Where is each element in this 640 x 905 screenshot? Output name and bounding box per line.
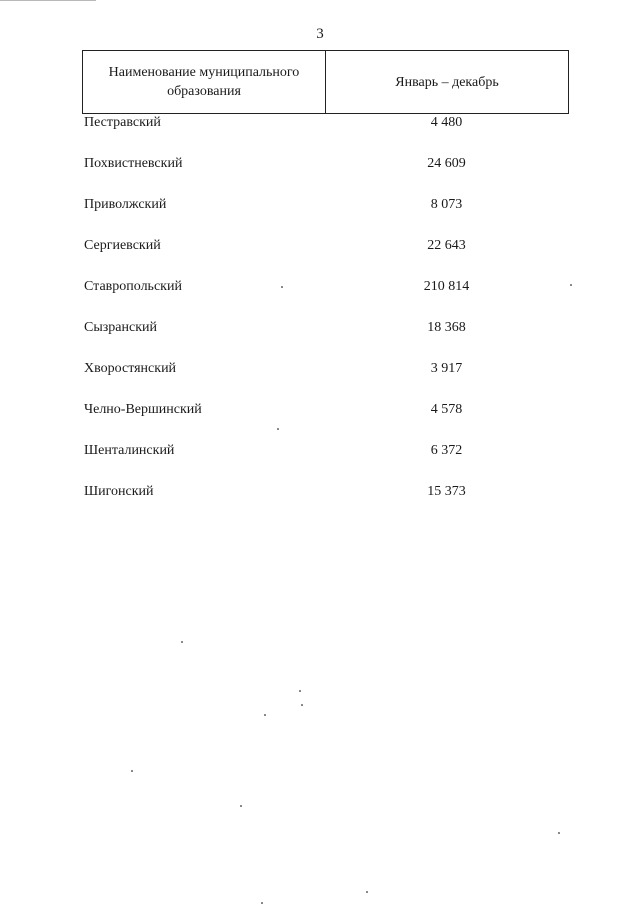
table-row	[82, 196, 569, 237]
municipality-name: Сызранский	[84, 320, 157, 335]
municipality-name: Приволжский	[84, 197, 167, 212]
column-header-municipality: Наименование муниципального образования	[83, 51, 326, 113]
scan-speck	[299, 690, 301, 692]
table-row	[82, 483, 569, 524]
table-row	[82, 319, 569, 360]
period-value: 3 917	[430, 361, 463, 376]
scan-speck	[261, 902, 263, 904]
municipality-name: Сергиевский	[84, 238, 161, 253]
scan-speck	[366, 891, 368, 893]
scan-speck	[264, 714, 266, 716]
table-header	[82, 50, 569, 114]
period-value: 22 643	[427, 238, 466, 253]
scan-speck	[301, 704, 303, 706]
period-value: 24 609	[427, 156, 466, 171]
table-row	[82, 360, 569, 401]
table-row	[82, 401, 569, 442]
period-value: 6 372	[430, 443, 463, 458]
scan-speck	[277, 428, 279, 430]
period-value: 8 073	[430, 197, 463, 212]
scan-edge-line	[0, 0, 96, 1]
scan-speck	[131, 770, 133, 772]
scan-speck	[570, 284, 572, 286]
column-header-period: Январь – декабрь	[395, 74, 499, 90]
scan-speck	[181, 641, 183, 643]
table-row	[82, 155, 569, 196]
period-value: 15 373	[427, 484, 466, 499]
table-body	[82, 114, 569, 524]
table-row	[82, 278, 569, 319]
page-number: 3	[316, 26, 324, 42]
municipality-name: Шигонский	[84, 484, 154, 499]
table-row	[82, 114, 569, 155]
table-row	[82, 237, 569, 278]
period-value: 210 814	[423, 279, 470, 294]
period-value: 18 368	[427, 320, 466, 335]
scan-speck	[558, 832, 560, 834]
period-value: 4 480	[430, 115, 463, 130]
scan-speck	[240, 805, 242, 807]
municipality-name: Шенталинский	[84, 443, 175, 458]
scan-speck	[281, 286, 283, 288]
municipality-name: Ставропольский	[84, 279, 182, 294]
municipality-name: Похвистневский	[84, 156, 183, 171]
period-value: 4 578	[430, 402, 463, 417]
municipality-name: Пестравский	[84, 115, 161, 130]
municipality-name: Челно-Вершинский	[84, 402, 202, 417]
table-row	[82, 442, 569, 483]
municipality-name: Хворостянский	[84, 361, 177, 376]
